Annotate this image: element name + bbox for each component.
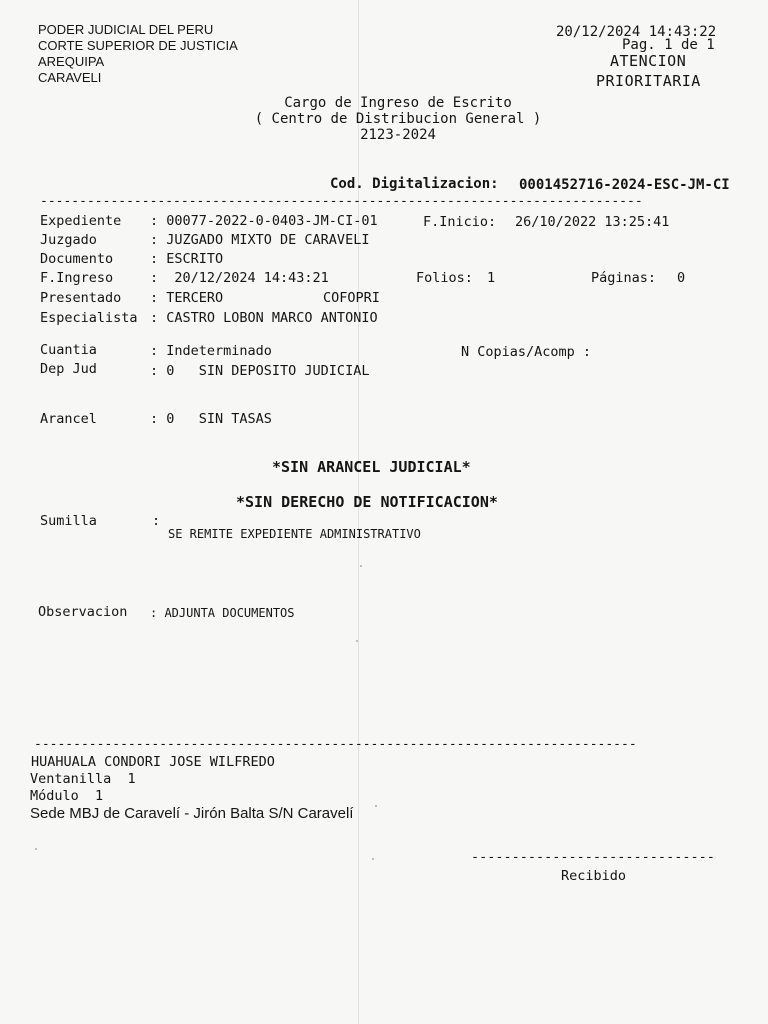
documento-label: Documento	[40, 251, 114, 267]
folios-value: 1	[487, 270, 496, 286]
doc-number: 2123-2024	[360, 127, 436, 143]
ncopias-label: N Copias/Acomp :	[461, 344, 592, 360]
org-line-1: PODER JUDICIAL DEL PERU	[38, 22, 214, 37]
presentado-label: Presentado	[40, 290, 122, 306]
expediente-value: : 00077-2022-0-0403-JM-CI-01	[150, 213, 378, 229]
org-line-3: AREQUIPA	[38, 54, 105, 69]
scan-dot	[356, 640, 358, 642]
arancel-label: Arancel	[40, 411, 97, 427]
doc-subtitle: ( Centro de Distribucion General )	[254, 111, 542, 127]
paginas-value: 0	[677, 270, 686, 286]
sumilla-colon: :	[152, 513, 161, 529]
observacion-label: Observacion	[38, 604, 128, 620]
scan-dot	[375, 805, 377, 807]
finicio-value: 26/10/2022 13:25:41	[515, 214, 670, 230]
operator-name: HUAHUALA CONDORI JOSE WILFREDO	[31, 754, 275, 770]
scan-dot	[35, 848, 37, 850]
depjud-value: : 0 SIN DEPOSITO JUDICIAL	[150, 363, 370, 379]
sumilla-label: Sumilla	[40, 513, 97, 529]
org-line-2: CORTE SUPERIOR DE JUSTICIA	[38, 38, 238, 53]
fingreso-value: : 20/12/2024 14:43:21	[150, 270, 329, 286]
scan-streak	[358, 0, 359, 1024]
attention-label: ATENCION	[610, 52, 687, 70]
cuantia-label: Cuantia	[40, 342, 97, 358]
observacion-value: : ADJUNTA DOCUMENTOS	[150, 606, 295, 620]
presentado-value: : TERCERO	[150, 290, 224, 306]
expediente-label: Expediente	[40, 213, 122, 229]
depjud-label: Dep Jud	[40, 361, 97, 377]
especialista-label: Especialista	[40, 310, 138, 326]
recibido-label: Recibido	[561, 868, 627, 884]
separator-bottom: -----------------------------------------------------------------------------	[34, 737, 637, 752]
cod-label: Cod. Digitalizacion:	[330, 176, 499, 192]
juzgado-value: : JUZGADO MIXTO DE CARAVELI	[150, 232, 370, 248]
priority-label: PRIORITARIA	[596, 72, 701, 90]
sumilla-value: SE REMITE EXPEDIENTE ADMINISTRATIVO	[168, 527, 421, 541]
especialista-value: : CASTRO LOBON MARCO ANTONIO	[150, 310, 378, 326]
signature-line: ------------------------------	[471, 849, 715, 865]
fingreso-label: F.Ingreso	[40, 270, 114, 286]
scan-dot	[360, 565, 362, 567]
scan-dot	[372, 858, 374, 860]
separator-top: -----------------------------------------------------------------------------	[40, 194, 643, 209]
cuantia-value: : Indeterminado	[150, 343, 272, 359]
org-line-4: CARAVELI	[38, 70, 102, 85]
sede-address: Sede MBJ de Caravelí - Jirón Balta S/N Caravelí	[30, 805, 354, 822]
documento-value: : ESCRITO	[150, 251, 224, 267]
paginas-label: Páginas:	[591, 270, 657, 286]
sin-arancel-notice: *SIN ARANCEL JUDICIAL*	[272, 458, 471, 476]
doc-title: Cargo de Ingreso de Escrito	[284, 95, 512, 111]
ventanilla: Ventanilla 1	[30, 771, 136, 787]
presentado-extra: COFOPRI	[323, 290, 380, 306]
juzgado-label: Juzgado	[40, 232, 97, 248]
sin-derecho-notice: *SIN DERECHO DE NOTIFICACION*	[236, 493, 498, 511]
finicio-label: F.Inicio:	[423, 214, 497, 230]
cod-value: 0001452716-2024-ESC-JM-CI	[519, 177, 730, 193]
modulo: Módulo 1	[30, 788, 104, 804]
page-indicator: Pag. 1 de 1	[622, 37, 715, 53]
arancel-value: : 0 SIN TASAS	[150, 411, 272, 427]
print-timestamp: 20/12/2024 14:43:22	[556, 24, 717, 40]
folios-label: Folios:	[416, 270, 473, 286]
